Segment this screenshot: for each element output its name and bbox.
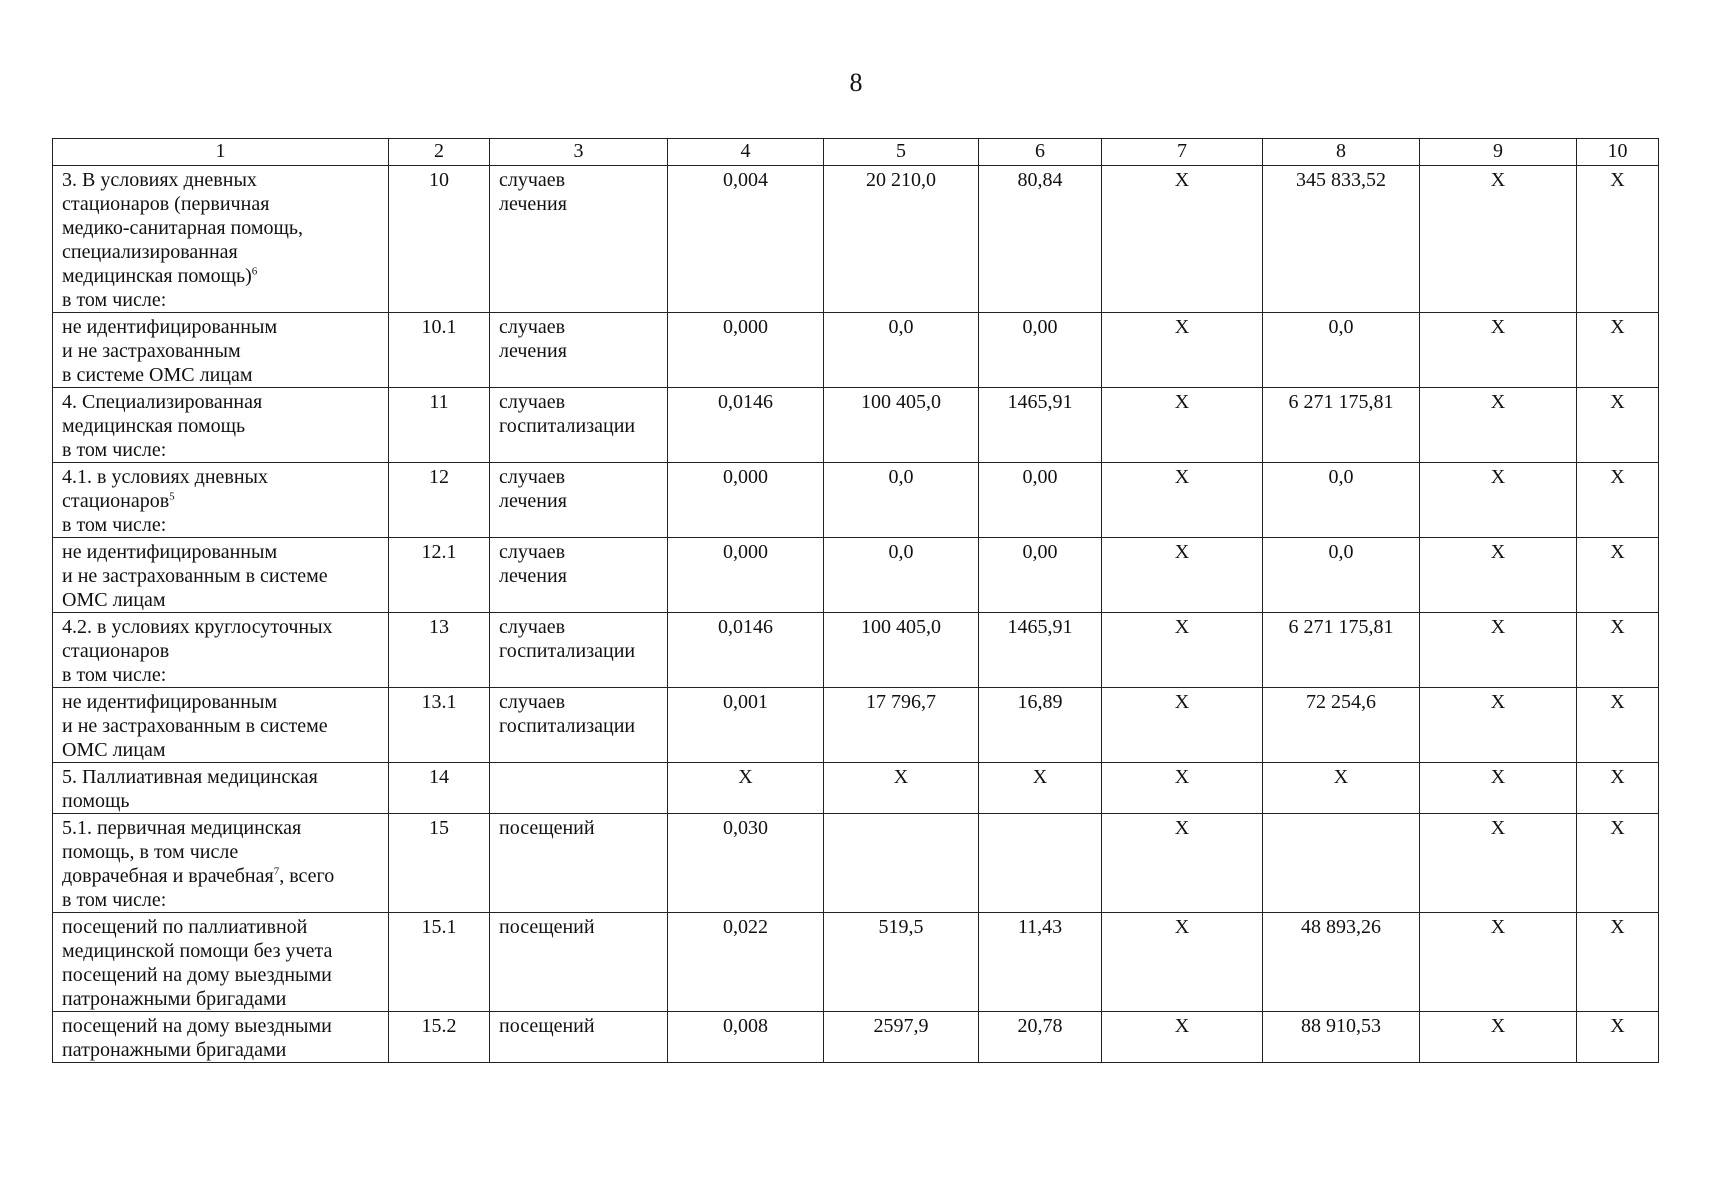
row-name-line: патронажными бригадами bbox=[62, 1039, 287, 1061]
row-code-cell: 15.2 bbox=[389, 1012, 490, 1063]
row-value-cell: Х bbox=[1577, 463, 1659, 538]
row-name-line: и не застрахованным bbox=[62, 340, 241, 362]
row-unit-cell bbox=[490, 763, 668, 814]
row-value-cell: Х bbox=[1420, 463, 1577, 538]
row-unit-cell bbox=[490, 463, 668, 538]
row-value-cell: Х bbox=[1577, 1012, 1659, 1063]
row-code-cell: 10.1 bbox=[389, 313, 490, 388]
row-name-line: не идентифицированным bbox=[62, 541, 278, 563]
row-name-line: ОМС лицам bbox=[62, 589, 166, 611]
row-unit-line: лечения bbox=[499, 565, 567, 587]
row-code-cell: 15 bbox=[389, 814, 490, 913]
row-name-line: медицинская помощь bbox=[62, 415, 246, 437]
row-value-cell: Х bbox=[1102, 613, 1263, 688]
header-cell: 1 bbox=[53, 139, 389, 166]
row-value-cell: 0,0 bbox=[1263, 538, 1420, 613]
row-value-cell: Х bbox=[1577, 913, 1659, 1012]
row-value-cell: Х bbox=[1263, 763, 1420, 814]
row-value-cell: Х bbox=[1577, 313, 1659, 388]
row-name-line: медико-санитарная помощь, bbox=[62, 217, 304, 239]
row-value-cell: Х bbox=[824, 763, 979, 814]
row-name-line: в том числе: bbox=[62, 439, 167, 461]
row-name-line: посещений на дому выездными bbox=[62, 1015, 332, 1037]
row-value-cell: 0,00 bbox=[979, 463, 1102, 538]
row-value-cell: Х bbox=[1102, 913, 1263, 1012]
row-name-line: 5. Паллиативная медицинская bbox=[62, 766, 318, 788]
row-code-cell: 13.1 bbox=[389, 688, 490, 763]
row-value-cell: 16,89 bbox=[979, 688, 1102, 763]
row-name-line: доврачебная и врачебная bbox=[62, 865, 274, 887]
row-unit-cell bbox=[490, 613, 668, 688]
row-name-cell bbox=[53, 913, 389, 1012]
row-value-cell: Х bbox=[1420, 913, 1577, 1012]
row-value-cell: Х bbox=[1577, 814, 1659, 913]
row-unit-line: случаев bbox=[499, 691, 566, 713]
row-name-line: в том числе: bbox=[62, 289, 167, 311]
table-row bbox=[53, 763, 1659, 814]
row-name-line: стационаров bbox=[62, 490, 170, 512]
table-row bbox=[53, 463, 1659, 538]
row-value-cell: 20 210,0 bbox=[824, 166, 979, 313]
row-value-cell: 0,001 bbox=[668, 688, 824, 763]
row-name-line: патронажными бригадами bbox=[62, 988, 287, 1010]
row-code-cell: 12.1 bbox=[389, 538, 490, 613]
row-unit-cell bbox=[490, 913, 668, 1012]
row-name-line: стационаров (первичная bbox=[62, 193, 270, 215]
row-name-line: специализированная bbox=[62, 241, 238, 263]
row-unit-cell bbox=[490, 166, 668, 313]
row-unit-line: случаев bbox=[499, 466, 566, 488]
row-name-line: не идентифицированным bbox=[62, 691, 278, 713]
row-value-cell: Х bbox=[1420, 613, 1577, 688]
row-name-line: 3. В условиях дневных bbox=[62, 169, 257, 191]
row-name-cell bbox=[53, 538, 389, 613]
row-value-cell: 0,000 bbox=[668, 463, 824, 538]
row-name-line: в том числе: bbox=[62, 889, 167, 911]
table-row bbox=[53, 913, 1659, 1012]
table-row bbox=[53, 1012, 1659, 1063]
row-unit-line: госпитализации bbox=[499, 640, 636, 662]
header-cell: 6 bbox=[979, 139, 1102, 166]
row-value-cell: 0,0 bbox=[1263, 313, 1420, 388]
header-row bbox=[53, 139, 1659, 166]
row-value-cell: 0,0146 bbox=[668, 613, 824, 688]
row-code-cell: 15.1 bbox=[389, 913, 490, 1012]
row-name-line: стационаров bbox=[62, 640, 170, 662]
table-row bbox=[53, 538, 1659, 613]
row-unit-line: лечения bbox=[499, 340, 567, 362]
row-value-cell: 20,78 bbox=[979, 1012, 1102, 1063]
row-value-cell: 0,0146 bbox=[668, 388, 824, 463]
header-cell: 9 bbox=[1420, 139, 1577, 166]
row-value-cell: 48 893,26 bbox=[1263, 913, 1420, 1012]
row-value-cell: Х bbox=[1102, 463, 1263, 538]
row-unit-cell bbox=[490, 1012, 668, 1063]
header-cell: 2 bbox=[389, 139, 490, 166]
row-value-cell: Х bbox=[1420, 688, 1577, 763]
row-code-cell: 12 bbox=[389, 463, 490, 538]
row-value-cell: 519,5 bbox=[824, 913, 979, 1012]
row-name-line: 4. Специализированная bbox=[62, 391, 263, 413]
row-value-cell: 0,030 bbox=[668, 814, 824, 913]
table-row bbox=[53, 166, 1659, 313]
row-value-cell: 6 271 175,81 bbox=[1263, 613, 1420, 688]
row-value-cell: Х bbox=[668, 763, 824, 814]
row-name-cell bbox=[53, 313, 389, 388]
header-cell: 7 bbox=[1102, 139, 1263, 166]
row-value-cell: 2597,9 bbox=[824, 1012, 979, 1063]
row-unit-line: случаев bbox=[499, 169, 566, 191]
row-unit-line: госпитализации bbox=[499, 415, 636, 437]
row-value-cell: Х bbox=[1420, 388, 1577, 463]
row-value-cell: Х bbox=[1102, 313, 1263, 388]
row-value-cell: Х bbox=[1102, 538, 1263, 613]
row-value-cell: Х bbox=[1102, 763, 1263, 814]
row-code-cell: 11 bbox=[389, 388, 490, 463]
row-name-line: посещений на дому выездными bbox=[62, 964, 332, 986]
row-value-cell: Х bbox=[1420, 814, 1577, 913]
row-value-cell: Х bbox=[1420, 763, 1577, 814]
footnote-marker: 6 bbox=[251, 265, 258, 278]
row-name-line: в том числе: bbox=[62, 664, 167, 686]
row-name-line: и не застрахованным в системе bbox=[62, 565, 328, 587]
row-unit-line: посещений bbox=[499, 916, 595, 938]
row-name-cell bbox=[53, 613, 389, 688]
row-value-cell: Х bbox=[1420, 538, 1577, 613]
row-code-cell: 10 bbox=[389, 166, 490, 313]
row-value-cell: Х bbox=[1420, 1012, 1577, 1063]
row-value-cell: 88 910,53 bbox=[1263, 1012, 1420, 1063]
row-name-line: помощь bbox=[62, 790, 130, 812]
row-name-line: посещений по паллиативной bbox=[62, 916, 308, 938]
row-value-cell: Х bbox=[1577, 613, 1659, 688]
row-value-cell: 0,0 bbox=[824, 463, 979, 538]
row-unit-line: случаев bbox=[499, 616, 566, 638]
footnote-marker: 7 bbox=[273, 865, 280, 878]
row-value-cell: Х bbox=[1420, 313, 1577, 388]
row-value-cell: Х bbox=[1102, 814, 1263, 913]
row-value-cell: 17 796,7 bbox=[824, 688, 979, 763]
row-value-cell bbox=[1263, 814, 1420, 913]
row-name-cell bbox=[53, 814, 389, 913]
row-unit-cell bbox=[490, 313, 668, 388]
row-name-cell bbox=[53, 763, 389, 814]
row-value-cell: 0,004 bbox=[668, 166, 824, 313]
row-value-cell bbox=[979, 814, 1102, 913]
row-value-cell: 0,000 bbox=[668, 538, 824, 613]
row-value-cell: Х bbox=[1102, 388, 1263, 463]
row-value-cell: Х bbox=[1577, 388, 1659, 463]
row-value-cell: Х bbox=[979, 763, 1102, 814]
row-unit-cell bbox=[490, 388, 668, 463]
row-unit-line: случаев bbox=[499, 391, 566, 413]
row-value-cell: 0,0 bbox=[824, 538, 979, 613]
row-name-cell bbox=[53, 688, 389, 763]
row-unit-line: посещений bbox=[499, 817, 595, 839]
row-value-cell: 345 833,52 bbox=[1263, 166, 1420, 313]
row-name-line: медицинская помощь) bbox=[62, 265, 252, 287]
footnote-marker: 5 bbox=[169, 490, 175, 503]
row-unit-cell bbox=[490, 814, 668, 913]
row-value-cell: 72 254,6 bbox=[1263, 688, 1420, 763]
row-name-cell bbox=[53, 166, 389, 313]
row-name-line: 5.1. первичная медицинская bbox=[62, 817, 302, 839]
row-value-cell bbox=[824, 814, 979, 913]
table-row bbox=[53, 388, 1659, 463]
table-row bbox=[53, 814, 1659, 913]
row-value-cell: 0,000 bbox=[668, 313, 824, 388]
row-value-cell: Х bbox=[1577, 166, 1659, 313]
row-unit-cell bbox=[490, 688, 668, 763]
header-cell: 3 bbox=[490, 139, 668, 166]
row-name-cell bbox=[53, 1012, 389, 1063]
data-table bbox=[52, 138, 1659, 1063]
row-value-cell: 100 405,0 bbox=[824, 613, 979, 688]
table-row bbox=[53, 613, 1659, 688]
row-value-cell: 80,84 bbox=[979, 166, 1102, 313]
row-name-line: и не застрахованным в системе bbox=[62, 715, 328, 737]
table-row bbox=[53, 313, 1659, 388]
row-name-line: в том числе: bbox=[62, 514, 167, 536]
row-value-cell: 0,008 bbox=[668, 1012, 824, 1063]
row-value-cell: 0,0 bbox=[824, 313, 979, 388]
row-value-cell: Х bbox=[1420, 166, 1577, 313]
row-value-cell: Х bbox=[1577, 538, 1659, 613]
row-value-cell: 6 271 175,81 bbox=[1263, 388, 1420, 463]
header-cell: 4 bbox=[668, 139, 824, 166]
row-value-cell: 0,00 bbox=[979, 538, 1102, 613]
row-unit-line: случаев bbox=[499, 541, 566, 563]
page-number: 8 bbox=[849, 68, 863, 97]
row-value-cell: Х bbox=[1102, 1012, 1263, 1063]
row-name-line: в системе ОМС лицам bbox=[62, 364, 253, 386]
row-name-line: 4.1. в условиях дневных bbox=[62, 466, 268, 488]
row-name-line: 4.2. в условиях круглосуточных bbox=[62, 616, 333, 638]
row-name-line: ОМС лицам bbox=[62, 739, 166, 761]
header-cell: 10 bbox=[1577, 139, 1659, 166]
row-unit-line: случаев bbox=[499, 316, 566, 338]
row-name-cell bbox=[53, 463, 389, 538]
row-name-line: , всего bbox=[279, 865, 335, 887]
row-value-cell: 0,0 bbox=[1263, 463, 1420, 538]
row-code-cell: 13 bbox=[389, 613, 490, 688]
row-unit-line: лечения bbox=[499, 193, 567, 215]
row-value-cell: Х bbox=[1102, 688, 1263, 763]
row-value-cell: Х bbox=[1577, 763, 1659, 814]
row-value-cell: Х bbox=[1102, 166, 1263, 313]
row-unit-line: посещений bbox=[499, 1015, 595, 1037]
header-cell: 5 bbox=[824, 139, 979, 166]
row-value-cell: 0,022 bbox=[668, 913, 824, 1012]
row-value-cell: 0,00 bbox=[979, 313, 1102, 388]
row-value-cell: Х bbox=[1577, 688, 1659, 763]
table-row bbox=[53, 688, 1659, 763]
row-code-cell: 14 bbox=[389, 763, 490, 814]
header-cell: 8 bbox=[1263, 139, 1420, 166]
row-value-cell: 100 405,0 bbox=[824, 388, 979, 463]
row-unit-cell bbox=[490, 538, 668, 613]
row-unit-line: госпитализации bbox=[499, 715, 636, 737]
row-name-line: не идентифицированным bbox=[62, 316, 278, 338]
row-name-line: медицинской помощи без учета bbox=[62, 940, 333, 962]
row-name-cell bbox=[53, 388, 389, 463]
row-name-line: помощь, в том числе bbox=[62, 841, 239, 863]
row-value-cell: 1465,91 bbox=[979, 613, 1102, 688]
row-value-cell: 1465,91 bbox=[979, 388, 1102, 463]
row-value-cell: 11,43 bbox=[979, 913, 1102, 1012]
row-unit-line: лечения bbox=[499, 490, 567, 512]
